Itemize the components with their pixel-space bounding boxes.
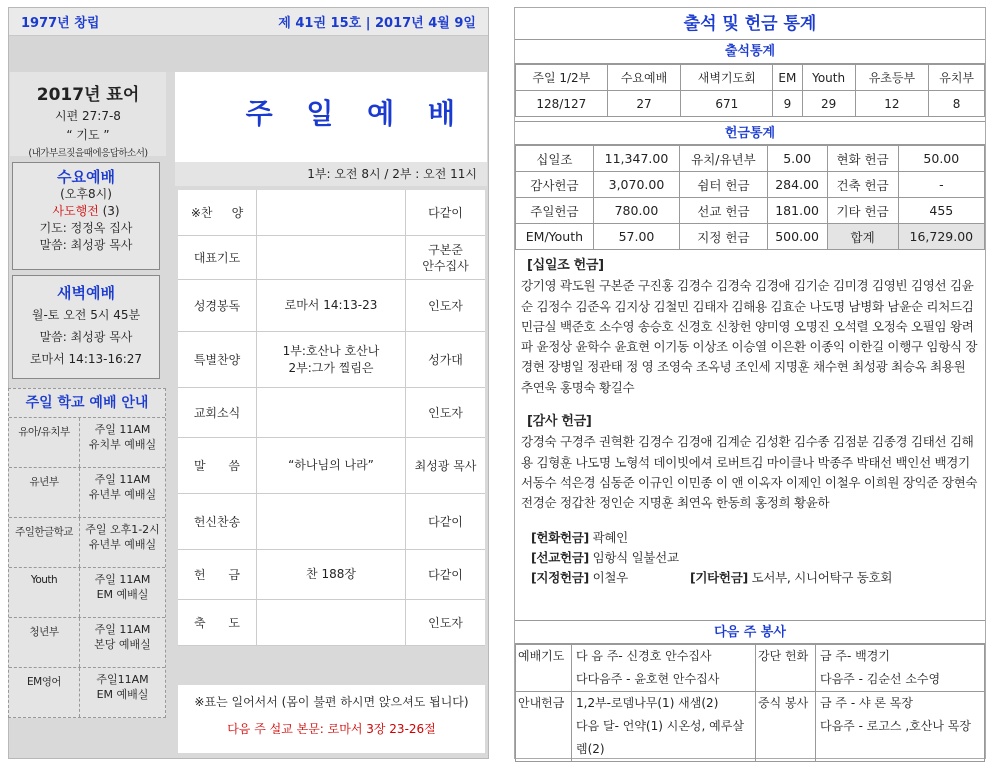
prayer-label: 예배기도 (516, 645, 572, 692)
school-dept: Youth (30, 574, 58, 586)
school-row (9, 617, 165, 667)
prayer-cell (572, 645, 756, 692)
offering-label: 합계 (827, 224, 898, 250)
order-leader: 다같이 (428, 514, 463, 529)
service-note-box (178, 685, 485, 753)
school-info: 주일 11AM 유치부 예배실 (79, 418, 165, 467)
designated-offering (521, 568, 979, 588)
dawn-passage: 로마서 14:13-16:27 (29, 352, 143, 366)
order-leader: 구본준 안수집사 (422, 242, 469, 273)
tithe-names: 강기영 곽도원 구본준 구진홍 김경수 김경숙 김경애 김기순 김미경 김영빈 김영선 김윤순 김정수 김준옥 김지상 김철민 김태자 김해용 김효순 나도명 남병화 남윤순 리처드김 민금실 백준호 소수영 송승호 신경호 신창헌 양미영 오명진 오석렬 오정숙 오필임 왕려파 윤정상 윤학수 윤효현 이기동 이상조 이승열 이은환 이종익 이한길 이행구 임항식 장경현 장병일 정관태 정 영 조영숙 조옥녕 조인세 지명훈 채수현 최성광 최승옥 최용원 추연욱 홍명숙 황길수 (521, 278, 978, 395)
order-row (178, 190, 485, 236)
flower-this-week: 금 주- 백경기 (820, 649, 890, 663)
offering-label: 건축 헌금 (827, 172, 898, 198)
lunch-this-week: 금 주 - 샤 론 목장 (820, 696, 913, 710)
attendance-value: 12 (855, 91, 929, 117)
flower-offering (521, 528, 979, 548)
offering-row (516, 198, 985, 224)
offering-title: 헌금통계 (515, 121, 985, 145)
issue-text: 제 41권 15호 | 2017년 4월 9일 (278, 16, 476, 31)
school-row (9, 467, 165, 517)
stats-page (514, 7, 986, 759)
altar-flower-label: 강단 헌화 (756, 645, 816, 692)
offering-amount: 16,729.00 (898, 224, 984, 250)
bulletin-header (9, 8, 488, 36)
attendance-header: Youth (802, 65, 855, 91)
service-times: 1부: 오전 8시 / 2부 : 오전 11시 (175, 162, 487, 186)
wednesday-title: 수요예배 (57, 168, 115, 186)
order-content (256, 388, 406, 437)
attendance-value: 9 (773, 91, 802, 117)
designated-offering-names: 이철우 (592, 570, 628, 586)
offering-amount: 500.00 (767, 224, 827, 250)
order-leader: 인도자 (428, 615, 463, 630)
order-row (178, 600, 485, 646)
school-info: 주일 11AM 본당 예배실 (79, 618, 165, 667)
wednesday-service-box (12, 162, 160, 270)
offering-label: 감사헌금 (516, 172, 594, 198)
school-row (9, 517, 165, 567)
order-row (178, 438, 485, 494)
attendance-value: 128/127 (516, 91, 608, 117)
order-content: 1부:호산나 호산나 2부:그가 찔림은 (256, 332, 406, 387)
thanks-title: [감사 헌금] (527, 414, 592, 430)
wednesday-prayer: 기도: 정정옥 집사 (39, 221, 133, 235)
offering-label: 지정 헌금 (680, 224, 768, 250)
offering-label: 쉼터 헌금 (680, 172, 768, 198)
offering-amount: 11,347.00 (593, 146, 679, 172)
order-item: 대표기도 (193, 251, 241, 265)
motto-box (10, 72, 166, 159)
attendance-header: 주일 1/2부 (516, 65, 608, 91)
order-leader: 인도자 (428, 298, 463, 313)
school-row (9, 417, 165, 467)
tithe-section (515, 250, 985, 588)
offering-amount: 284.00 (767, 172, 827, 198)
order-item: 축 도 (193, 616, 241, 630)
school-dept: 주일한글학교 (15, 526, 73, 538)
next-week-title: 다음 주 봉사 (515, 620, 985, 644)
dawn-service-box (12, 275, 160, 379)
motto-sub: (내가부르짖을때에응답하소서) (28, 148, 148, 159)
offering-label: 선교 헌금 (680, 198, 768, 224)
order-item: 말 씀 (193, 459, 241, 473)
attendance-value: 671 (681, 91, 773, 117)
dawn-time: 월-토 오전 5시 45분 (31, 308, 141, 322)
order-of-worship (178, 190, 485, 646)
etc-offering-label: [기타헌금] (689, 570, 748, 586)
school-dept: EM영어 (27, 676, 61, 688)
attendance-table (515, 64, 985, 117)
founded-text: 1977년 창립 (21, 16, 100, 31)
wednesday-topic-book: 사도행전 (52, 204, 99, 218)
lunch-next-week: 다음주 - 로고스 ,호산나 목장 (820, 719, 971, 733)
attendance-header: 새벽기도회 (681, 65, 773, 91)
order-content (256, 190, 406, 235)
offering-row (516, 224, 985, 250)
etc-offering-names: 도서부, 시니어탁구 동호회 (751, 570, 893, 586)
order-row (178, 494, 485, 550)
motto-ref: 시편 27:7-8 (55, 109, 121, 123)
flower-offering-label: [헌화헌금] (531, 529, 589, 545)
offering-label: 현화 헌금 (827, 146, 898, 172)
offering-label: 십일조 (516, 146, 594, 172)
school-dept: 청년부 (29, 626, 59, 638)
attendance-value: 29 (802, 91, 855, 117)
offering-label: EM/Youth (516, 224, 594, 250)
attendance-header: EM (773, 65, 802, 91)
usher-next-month: 다음 달- 언약(1) 시온성, 예루살렘(2) (576, 719, 744, 756)
school-row (9, 567, 165, 617)
offering-amount: 780.00 (593, 198, 679, 224)
order-content (256, 494, 406, 549)
order-item: 특별찬양 (193, 353, 241, 367)
offering-row (516, 146, 985, 172)
offering-amount: - (898, 172, 984, 198)
order-row (178, 332, 485, 388)
order-leader: 인도자 (428, 405, 463, 420)
motto-word: “ 기도 ” (66, 128, 110, 142)
school-info: 주일 11AM 유년부 예배실 (79, 468, 165, 517)
wednesday-topic-num: (3) (98, 204, 120, 218)
lunch-cell (816, 692, 985, 762)
order-leader: 다같이 (428, 205, 463, 220)
next-week-table (515, 644, 985, 762)
offering-amount: 5.00 (767, 146, 827, 172)
order-item: 성경봉독 (193, 299, 241, 313)
attendance-header: 유치부 (929, 65, 985, 91)
attendance-value: 8 (929, 91, 985, 117)
wednesday-sermon: 말씀: 최성광 목사 (39, 238, 133, 252)
order-item: 교회소식 (193, 406, 241, 420)
usher-cell (572, 692, 756, 762)
order-row (178, 550, 485, 600)
offering-amount: 3,070.00 (593, 172, 679, 198)
offering-amount: 455 (898, 198, 984, 224)
designated-offering-label: [지정헌금] (531, 570, 589, 586)
sunday-service-title-box (175, 72, 487, 162)
tithe-title: [십일조 헌금] (527, 258, 604, 273)
order-row (178, 236, 485, 280)
order-content: 로마서 14:13-23 (256, 280, 406, 331)
school-info: 주일11AM EM 예배실 (79, 668, 165, 717)
offering-row (516, 172, 985, 198)
sunday-service-title: 주 일 예 배 (245, 97, 467, 130)
offering-amount: 50.00 (898, 146, 984, 172)
standing-note: ※표는 일어서서 (몸이 불편 하시면 앉으셔도 됩니다) (194, 695, 469, 709)
order-leader: 최성광 목사 (414, 458, 477, 473)
offering-amount: 57.00 (593, 224, 679, 250)
school-row (9, 667, 165, 717)
attendance-title: 출석통계 (515, 40, 985, 64)
wednesday-time: (오후8시) (60, 187, 112, 201)
next-sermon: 다음 주 설교 본문: 로마서 3장 23-26절 (227, 722, 436, 736)
order-item: 헌 금 (193, 568, 241, 582)
order-leader: 성가대 (428, 352, 463, 367)
order-content (256, 236, 406, 279)
flower-offering-names: 곽혜인 (592, 529, 628, 545)
order-row (178, 388, 485, 438)
attendance-header: 유초등부 (855, 65, 929, 91)
order-content: “하나님의 나라” (256, 438, 406, 493)
usher-label: 안내헌금 (516, 692, 572, 762)
offering-label: 주일헌금 (516, 198, 594, 224)
mission-offering-label: [선교헌금] (531, 549, 589, 565)
offering-amount: 181.00 (767, 198, 827, 224)
order-content: 찬 188장 (256, 550, 406, 599)
order-content (256, 600, 406, 645)
school-title: 주일 학교 예배 안내 (25, 395, 149, 411)
attendance-header: 수요예배 (607, 65, 681, 91)
order-item: 헌신찬송 (193, 515, 241, 529)
altar-flower-cell (816, 645, 985, 692)
dawn-sermon: 말씀: 최성광 목사 (39, 330, 133, 344)
school-dept: 유아/유치부 (18, 426, 70, 438)
school-info: 주일 오후1-2시 유년부 예배실 (79, 518, 165, 567)
order-leader: 다같이 (428, 567, 463, 582)
mission-offering-names: 임항식 일불선교 (592, 549, 679, 565)
school-dept: 유년부 (29, 476, 59, 488)
header-band (9, 36, 488, 72)
prayer-next: 다 음 주- 신경호 안수집사 (576, 649, 712, 663)
attendance-value: 27 (607, 91, 681, 117)
prayer-after-next: 다다음주 - 윤호현 안수집사 (576, 672, 720, 686)
school-info: 주일 11AM EM 예배실 (79, 568, 165, 617)
mission-offering (521, 548, 979, 568)
motto-title: 2017년 표어 (36, 85, 140, 105)
lunch-label: 중식 봉사 (756, 692, 816, 762)
usher-this-month: 1,2부-로뎀나무(1) 새샘(2) (576, 696, 719, 710)
stats-title: 출석 및 헌금 통계 (515, 8, 985, 40)
dawn-title: 새벽예배 (57, 284, 115, 302)
offering-label: 기타 헌금 (827, 198, 898, 224)
offering-label: 유치/유년부 (680, 146, 768, 172)
flower-next-week: 다음주 - 김순선 소수영 (820, 672, 941, 686)
wednesday-topic (13, 203, 159, 220)
order-item: ※찬 양 (190, 206, 244, 220)
offering-table (515, 145, 985, 250)
sunday-school-box (8, 388, 166, 718)
thanks-names: 강경숙 구경주 권혁환 김경수 김경애 김계순 김성환 김수종 김점분 김종경 김태선 김해용 김형훈 나도명 노형석 데이빗에셔 로버트김 마이클나 박종주 박태선 백인선 백경기 서동수 석은경 심동준 이규인 이민종 이 앤 이옥자 이제인 이철우 이희원 장익준 장현숙 전경순 정갑찬 정인순 지명훈 최연옥 한동희 홍정희 황윤하 (521, 434, 978, 511)
order-row (178, 280, 485, 332)
